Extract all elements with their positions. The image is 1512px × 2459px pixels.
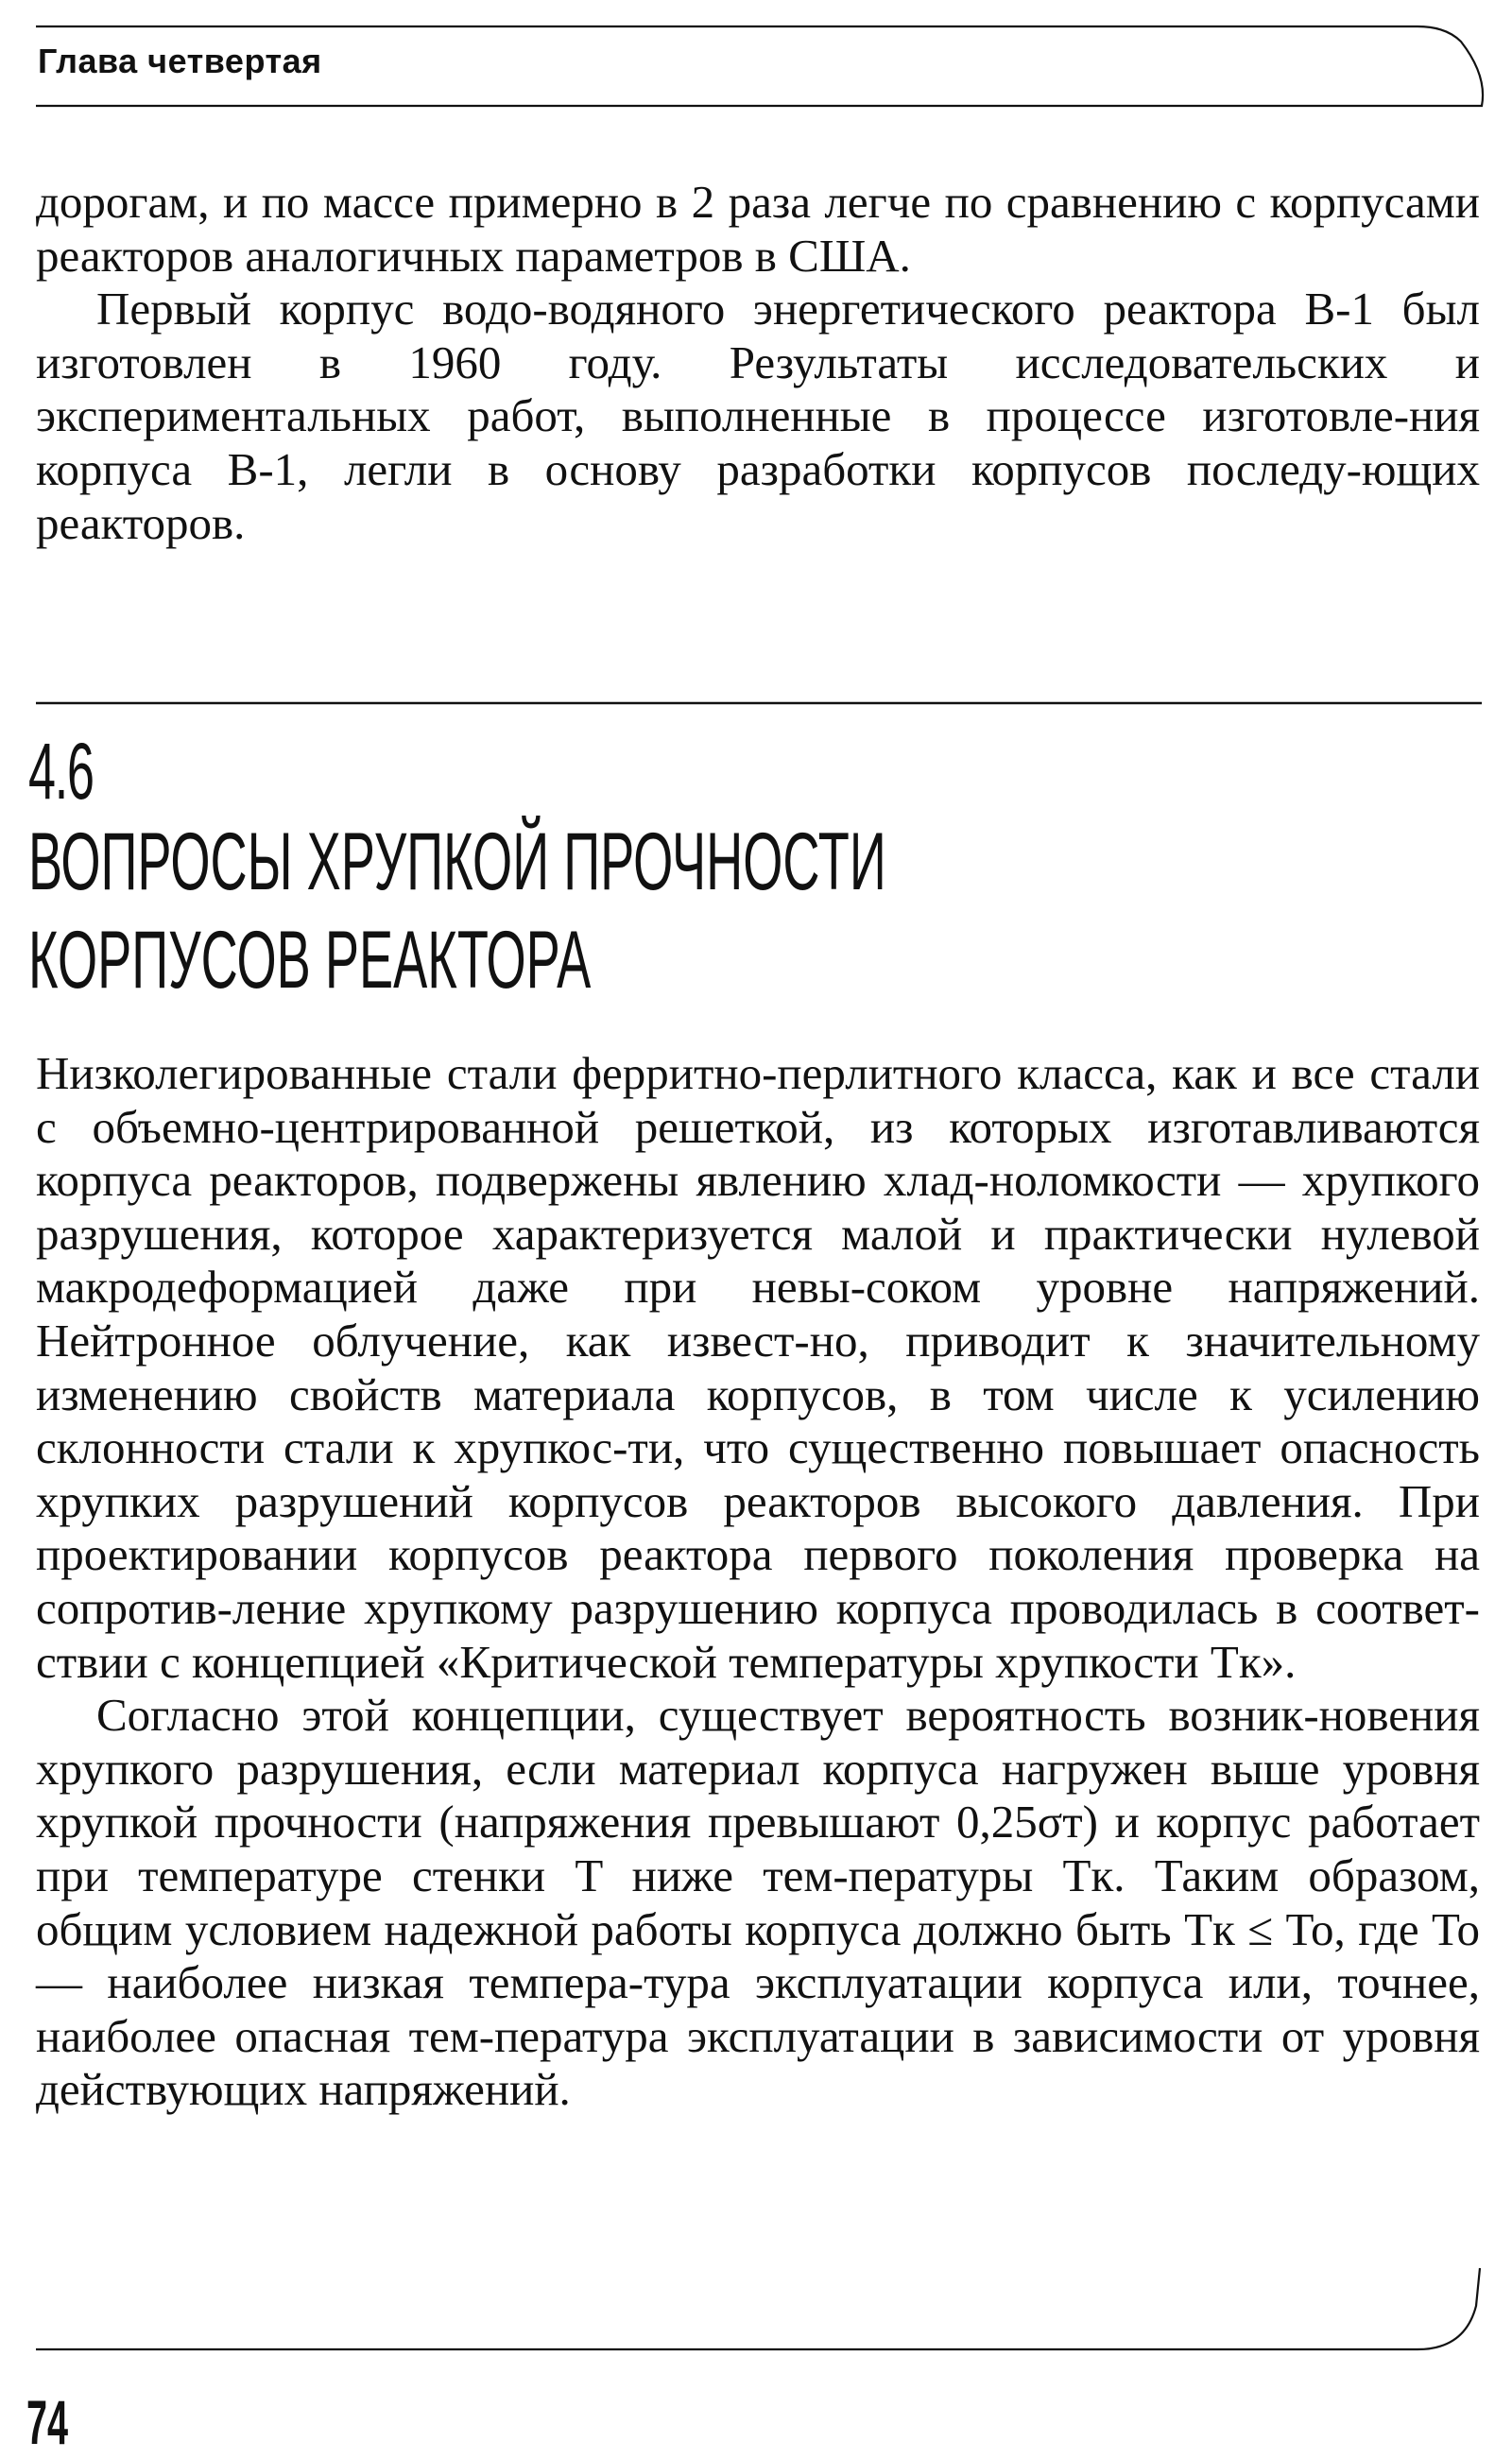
body-paragraph-1: Низколегированные стали ферритно-перлитного класса, как и все стали с объемно-центрированной решеткой, из которых изготавливаются корпуса реакторов, подвержены явлению хлад-ноломкости — хрупкого разрушения, которое характеризуется малой и практически нулевой макродеформацией даже при невы-соком уровне напряжений. Нейтронное облучение, как извест-но, приводит к значительному изменению свойств материала корпусов, в том числе к усилению склонности стали к хрупкос-ти, что существенно повышает опасность хрупких разрушений корпусов реакторов высокого давления. При проектировании корпусов реактора первого поколения проверка на сопротив-ление хрупкому разрушению корпуса проводилась в соответ-ствии с концепцией «Критической температуры хрупкости Tк». — [36, 1047, 1480, 1688]
intro-paragraph-1: дорогам, и по массе примерно в 2 раза легче по сравнению с корпусами реакторов аналогичных параметров в США. — [36, 176, 1480, 282]
running-head: Глава четвертая — [38, 42, 322, 80]
section-title-line-2: КОРПУСОВ РЕАКТОРА — [28, 915, 592, 1006]
section-title-line-1: ВОПРОСЫ ХРУПКОЙ ПРОЧНОСТИ — [28, 817, 886, 907]
section-number: 4.6 — [28, 727, 94, 816]
intro-paragraph-2: Первый корпус водо-водяного энергетического реактора В-1 был изготовлен в 1960 году. Результаты исследовательских и экспериментальных работ, выполненные в процессе изготовле-ния корпуса В-1, легли в основу разработки корпусов последу-ющих реакторов. — [36, 283, 1480, 549]
body-paragraph-2: Согласно этой концепции, существует вероятность возник-новения хрупкого разрушения, если материал корпуса нагружен выше уровня хрупкой прочности (напряжения превышают 0,25σт) и корпус работает при температуре стенки T ниже тем-пературы Tк. Таким образом, общим условием надежной работы корпуса должно быть Tк ≤ To, где To — наиболее низкая темпера-тура эксплуатации корпуса или, точнее, наиболее опасная тем-пература эксплуатации в зависимости от уровня действующих напряжений. — [36, 1689, 1480, 2116]
page-number: 74 — [26, 2387, 69, 2457]
